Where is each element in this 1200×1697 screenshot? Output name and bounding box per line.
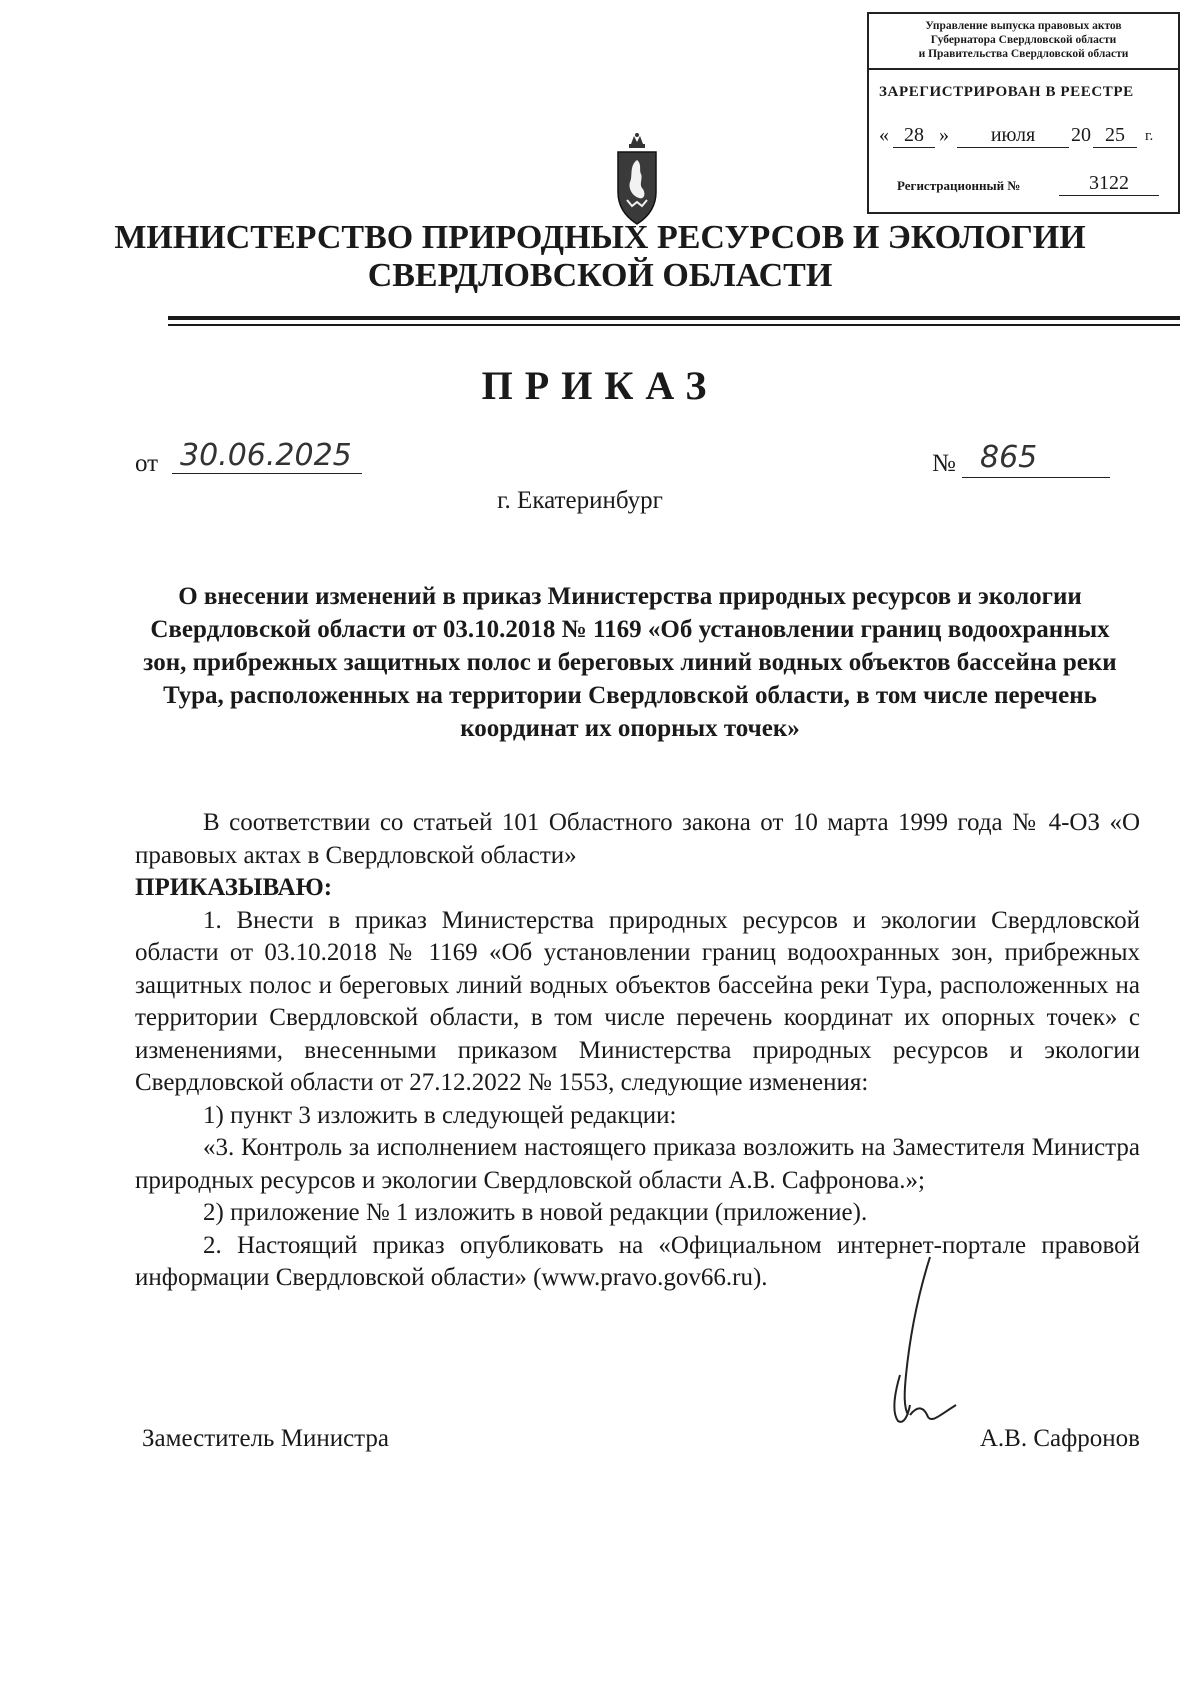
stamp-close-quote: » [939,124,949,146]
stamp-year-prefix: 20 [1071,124,1091,146]
stamp-registration [897,174,1177,200]
date-handwritten: 30.06.2025 [180,438,352,473]
stamp-header [869,14,1178,70]
stamp-day: 28 [893,124,935,148]
document-subject: О внесении изменений в приказ Министерства природных ресурсов и экологии Свердловской области от 03.10.2018 № 1169 «Об установлении границ водоохранных зон, прибрежных защитных полос и береговых линий водных объектов бассейна реки Тура, расположенных на территории Свердловской области, в том числе перечень координат их опорных точек» [143,583,1117,742]
header-rule-thin [168,324,1180,326]
number-underline [962,477,1110,478]
item-1-paragraph: 1. Внести в приказ Министерства природных ресурсов и экологии Свердловской области от 03.10.2018 № 1169 «Об установлении границ водоохранных зон, прибрежных защитных полос и береговых линий водных объектов бассейна реки Тура, расположенных на территории Свердловской области, в том числе перечень координат их опорных точек» с изменениями, внесенными приказом Министерства природных ресурсов и экологии Свердловской области от 27.12.2022 № 1553, следующие изменения: [135,906,1140,1096]
preamble-paragraph: В соответствии со статьей 101 Областного закона от 10 марта 1999 года № 4-ОЗ «О правовых актах в Свердловской области» [135,809,1140,869]
city: г. Екатеринбург [497,487,663,514]
stamp-header-line: и Правительства Свердловской области [918,48,1129,60]
quoted-paragraph: «3. Контроль за исполнением настоящего приказа возложить на Заместителя Министра природных ресурсов и экологии Свердловской области А.В. Сафронова.»; [135,1134,1140,1194]
stamp-header-line: Управление выпуска правовых актов [925,20,1122,32]
subitem-1-paragraph: 1) пункт 3 изложить в следующей редакции: [203,1101,677,1129]
signer-name: А.В. Сафронов [979,1425,1140,1452]
stamp-registered-label: ЗАРЕГИСТРИРОВАН В РЕЕСТРЕ [879,84,1134,100]
stamp-open-quote: « [879,124,889,146]
stamp-month: июля [957,124,1069,148]
document-body [135,807,1140,1295]
stamp-year-suffix: 25 [1093,124,1137,148]
order-word: ПРИКАЗЫВАЮ: [135,874,333,901]
coat-of-arms-icon [612,130,662,230]
stamp-year-unit: г. [1145,128,1154,144]
number-label: № [932,450,956,477]
document-type-title: ПРИКАЗ [481,363,719,408]
ministry-name-line1: МИНИСТЕРСТВО ПРИРОДНЫХ РЕСУРСОВ И ЭКОЛОГИИ [114,219,1086,256]
date-label: от [135,450,159,477]
header-rule-thick [168,316,1180,320]
subitem-2-paragraph: 2) приложение № 1 изложить в новой редакции (приложение). [203,1199,868,1226]
number-handwritten: 865 [980,440,1038,475]
signer-title: Заместитель Министра [142,1425,389,1452]
ministry-name-line2: СВЕРДЛОВСКОЙ ОБЛАСТИ [367,257,833,294]
item-2-paragraph: 2. Настоящий приказ опубликовать на «Официальном интернет-портале правовой информации Свердловской области» (www.pravo.gov66.ru). [135,1231,1140,1291]
stamp-header-line: Губернатора Свердловской области [930,34,1117,46]
stamp-reg-label: Регистрационный № [897,178,1021,193]
handwritten-signature-icon [870,1255,960,1430]
stamp-reg-number: 3122 [1059,172,1159,196]
stamp-date [879,124,1174,150]
date-underline [172,473,362,474]
registry-stamp [867,12,1180,214]
